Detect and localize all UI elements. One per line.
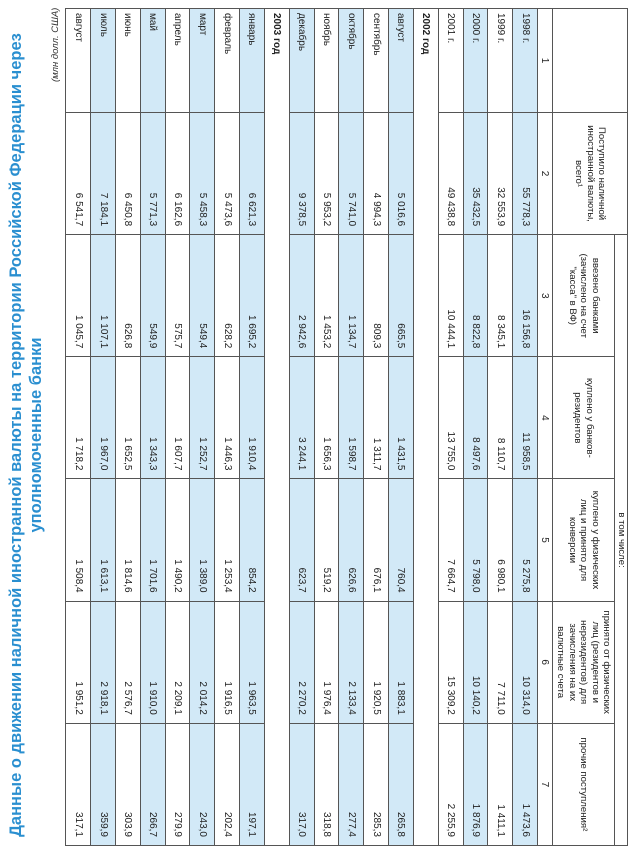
table-cell: 1 652,5 [115, 357, 140, 479]
table-cell: 1 311,7 [364, 357, 389, 479]
table-body [66, 9, 538, 846]
table-cell: 10 314,0 [513, 601, 538, 723]
column-number-row [538, 9, 553, 846]
table-row [190, 9, 215, 846]
table-cell: 3 244,1 [289, 357, 314, 479]
table-cell: 519,2 [314, 479, 339, 601]
table-cell: 626,8 [115, 235, 140, 357]
table-cell: 1 883,1 [389, 601, 414, 723]
column-number: 6 [538, 601, 553, 723]
table-cell: 15 309,2 [438, 601, 463, 723]
table-cell: 35 432,5 [463, 113, 488, 235]
header-other-receipts: прочие поступления² [553, 723, 615, 845]
table-cell: 2 270,2 [289, 601, 314, 723]
table-row [389, 9, 414, 846]
table-cell: 55 778,3 [513, 113, 538, 235]
row-label: декабрь [289, 9, 314, 113]
row-label: июнь [115, 9, 140, 113]
row-label: сентябрь [364, 9, 389, 113]
table-row [165, 9, 190, 846]
table-cell: 6 450,8 [115, 113, 140, 235]
table-cell: 202,4 [215, 723, 240, 845]
table-cell: 2 918,1 [91, 601, 116, 723]
table-cell: 1 598,7 [339, 357, 364, 479]
table-cell: 1 814,6 [115, 479, 140, 601]
table-row [513, 9, 538, 846]
table-cell: 266,7 [140, 723, 165, 845]
header-bought-from-banks: куплено у банков-резидентов [553, 357, 615, 479]
table-cell: 5 953,2 [314, 113, 339, 235]
table-cell: 1 910,4 [240, 357, 265, 479]
table-cell: 1 613,1 [91, 479, 116, 601]
table-row [314, 9, 339, 846]
table-row [215, 9, 240, 846]
row-label: август [389, 9, 414, 113]
table-cell: 6 162,6 [165, 113, 190, 235]
row-label: ноябрь [314, 9, 339, 113]
table-row [488, 9, 513, 846]
table-cell: 4 994,3 [364, 113, 389, 235]
table-cell: 318,8 [314, 723, 339, 845]
table-cell: 49 438,8 [438, 113, 463, 235]
table-cell: 1 656,3 [314, 357, 339, 479]
row-label: 2000 г. [463, 9, 488, 113]
table-row [339, 9, 364, 846]
table-cell: 1 951,2 [66, 601, 91, 723]
table-cell: 11 958,5 [513, 357, 538, 479]
row-label: июль [91, 9, 116, 113]
column-number: 2 [538, 113, 553, 235]
table-row [289, 9, 314, 846]
table-row [91, 9, 116, 846]
header-bought-from-individuals: куплено у физических лиц и принято для конверсии [553, 479, 615, 601]
header-period [553, 9, 628, 113]
table-cell: 1 252,7 [190, 357, 215, 479]
table-cell: 5 275,8 [513, 479, 538, 601]
table-cell: 549,4 [190, 235, 215, 357]
table-row [463, 9, 488, 846]
table-row [438, 9, 463, 846]
table-cell: 1 920,5 [364, 601, 389, 723]
table-cell: 1 473,6 [513, 723, 538, 845]
table-cell: 265,8 [389, 723, 414, 845]
table-cell: 1 508,4 [66, 479, 91, 601]
column-number: 3 [538, 235, 553, 357]
table-cell: 1 607,7 [165, 357, 190, 479]
table-cell: 5 741,0 [339, 113, 364, 235]
table-cell: 1 963,5 [240, 601, 265, 723]
table-cell: 1 389,0 [190, 479, 215, 601]
table-row [140, 9, 165, 846]
table-cell: 760,4 [389, 479, 414, 601]
row-label: апрель [165, 9, 190, 113]
table-cell: 1 695,2 [240, 235, 265, 357]
table-cell: 1 453,2 [314, 235, 339, 357]
table-cell: 1 253,4 [215, 479, 240, 601]
table-cell: 279,9 [165, 723, 190, 845]
row-label: февраль [215, 9, 240, 113]
table-cell: 8 345,1 [488, 235, 513, 357]
table-cell: 5 473,6 [215, 113, 240, 235]
table-cell: 9 378,5 [289, 113, 314, 235]
table-cell: 10 444,1 [438, 235, 463, 357]
table-cell: 1 107,1 [91, 235, 116, 357]
table-cell: 317,1 [66, 723, 91, 845]
column-number: 4 [538, 357, 553, 479]
table-cell: 359,9 [91, 723, 116, 845]
page-title: Данные о движении наличной иностранной валюты на территории Российской Федерации через уполномоченные банки [7, 33, 45, 837]
table-cell: 243,0 [190, 723, 215, 845]
table-cell: 1 876,9 [463, 723, 488, 845]
table-cell: 1 446,3 [215, 357, 240, 479]
table-cell: 7 184,1 [91, 113, 116, 235]
table-cell: 10 140,2 [463, 601, 488, 723]
table-cell: 5 016,6 [389, 113, 414, 235]
column-number: 5 [538, 479, 553, 601]
row-label: 1998 г. [513, 9, 538, 113]
table-row [240, 9, 265, 846]
row-label: 1999 г. [488, 9, 513, 113]
row-label: 2001 г. [438, 9, 463, 113]
units-note: (млн долл. США) [50, 7, 61, 82]
header-accepted-to-accounts: принято от физических лиц (резидентов и нерезидентов) для зачисления на их валютные счета [553, 601, 615, 723]
table-cell: 285,3 [364, 723, 389, 845]
table-cell: 1 701,6 [140, 479, 165, 601]
table-cell: 7 664,7 [438, 479, 463, 601]
table-cell: 676,1 [364, 479, 389, 601]
header-row-1 [615, 9, 628, 846]
table-cell: 575,7 [165, 235, 190, 357]
table-cell: 13 755,0 [438, 357, 463, 479]
table-cell: 2 133,4 [339, 601, 364, 723]
table-cell: 1 411,1 [488, 723, 513, 845]
table-cell: 5 458,3 [190, 113, 215, 235]
table-row [364, 9, 389, 846]
table-cell: 6 621,3 [240, 113, 265, 235]
header-total-received: Поступило наличной иностранной валюты, всего¹ [553, 113, 628, 235]
table-cell: 197,1 [240, 723, 265, 845]
table-cell: 1 916,5 [215, 601, 240, 723]
table-cell: 1 490,2 [165, 479, 190, 601]
header-subgroup: в том числе: [615, 235, 628, 846]
table-row [115, 9, 140, 846]
row-label: март [190, 9, 215, 113]
row-label: май [140, 9, 165, 113]
section-heading: 2002 год [413, 9, 438, 846]
table-cell: 549,9 [140, 235, 165, 357]
table-cell: 317,0 [289, 723, 314, 845]
table-cell: 6 541,7 [66, 113, 91, 235]
row-label: январь [240, 9, 265, 113]
table-cell: 809,3 [364, 235, 389, 357]
table-cell: 8 822,8 [463, 235, 488, 357]
table-cell: 16 156,8 [513, 235, 538, 357]
currency-movement-table [65, 8, 628, 846]
table-cell: 277,4 [339, 723, 364, 845]
row-label: октябрь [339, 9, 364, 113]
section-row [413, 9, 438, 846]
table-cell: 1 910,0 [140, 601, 165, 723]
table-cell: 5 798,0 [463, 479, 488, 601]
table-cell: 32 553,9 [488, 113, 513, 235]
column-number: 7 [538, 723, 553, 845]
table-cell: 8 110,7 [488, 357, 513, 479]
table-cell: 1 343,3 [140, 357, 165, 479]
table-cell: 5 771,3 [140, 113, 165, 235]
table-cell: 1 045,7 [66, 235, 91, 357]
table-cell: 623,7 [289, 479, 314, 601]
table-cell: 628,2 [215, 235, 240, 357]
table-cell: 2 576,7 [115, 601, 140, 723]
table-cell: 1 431,5 [389, 357, 414, 479]
table-cell: 2 942,6 [289, 235, 314, 357]
table-rotated-container [65, 8, 628, 846]
table-cell: 665,5 [389, 235, 414, 357]
table-cell: 2 209,1 [165, 601, 190, 723]
section-heading: 2003 год [264, 9, 289, 846]
table-cell: 2 255,9 [438, 723, 463, 845]
table-cell: 1 976,4 [314, 601, 339, 723]
table-cell: 1 134,7 [339, 235, 364, 357]
row-label: август [66, 9, 91, 113]
table-cell: 854,2 [240, 479, 265, 601]
table-cell: 303,9 [115, 723, 140, 845]
table-cell: 1 967,0 [91, 357, 116, 479]
table-cell: 7 711,0 [488, 601, 513, 723]
table-cell: 1 718,2 [66, 357, 91, 479]
column-number: 1 [538, 9, 553, 113]
table-row [66, 9, 91, 846]
table-cell: 2 014,2 [190, 601, 215, 723]
table-cell: 6 980,1 [488, 479, 513, 601]
section-row [264, 9, 289, 846]
header-imported-by-banks: ввезено банками (зачислено на счет "касса" в ВФ) [553, 235, 615, 357]
table-cell: 626,6 [339, 479, 364, 601]
table-cell: 8 497,6 [463, 357, 488, 479]
